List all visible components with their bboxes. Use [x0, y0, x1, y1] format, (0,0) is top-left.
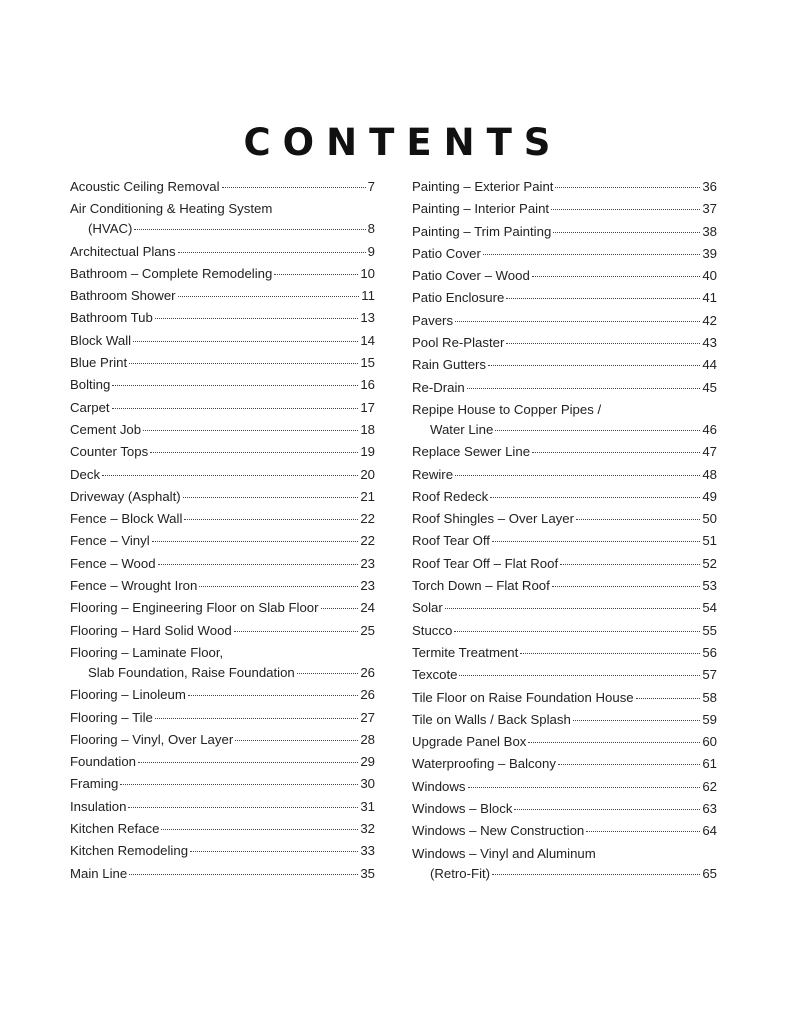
toc-entry[interactable] — [412, 311, 717, 331]
toc-page-number: 46 — [702, 421, 717, 437]
dot-leader — [128, 807, 358, 808]
toc-entry-title: Patio Enclosure — [412, 290, 505, 306]
toc-entry-title: Pool Re-Plaster — [412, 335, 505, 351]
toc-page-number: 41 — [702, 290, 717, 306]
toc-entry[interactable] — [412, 487, 717, 507]
dot-leader — [495, 430, 700, 431]
dot-leader — [190, 851, 358, 852]
toc-entry-title: (Retro-Fit) — [430, 865, 491, 881]
toc-entry-title: Kitchen Remodeling — [70, 843, 189, 859]
toc-entry-title: Bolting — [70, 377, 111, 393]
toc-entry-title: Painting – Trim Painting — [412, 223, 552, 239]
dot-leader — [506, 343, 700, 344]
toc-entry-title: Painting – Exterior Paint — [412, 179, 554, 194]
toc-page-number: 55 — [702, 622, 717, 638]
toc-page-number: 52 — [702, 555, 717, 571]
dot-leader — [129, 874, 358, 875]
toc-page-number: 9 — [367, 243, 375, 259]
toc-entry-title: Re-Drain — [412, 379, 465, 395]
toc-entry[interactable] — [70, 398, 375, 418]
toc-entry-title: Texcote — [412, 667, 458, 683]
toc-column-right — [412, 177, 717, 886]
toc-entry[interactable] — [412, 355, 717, 375]
dot-leader — [483, 254, 700, 255]
dot-leader — [152, 541, 359, 542]
toc-page-number: 59 — [702, 711, 717, 727]
toc-page-number: 8 — [367, 221, 375, 237]
toc-entry[interactable] — [412, 598, 717, 618]
toc-entry-title: Tile Floor on Raise Foundation House — [412, 689, 634, 705]
toc-entry-title: Cement Job — [70, 421, 142, 437]
toc-page-number: 40 — [702, 268, 717, 284]
toc-page-number: 18 — [360, 421, 375, 437]
toc-entry-title: Stucco — [412, 622, 453, 638]
toc-entry-title: Carpet — [70, 399, 110, 415]
toc-entry[interactable] — [412, 844, 717, 884]
toc-entry[interactable] — [70, 442, 375, 462]
toc-page-number: 15 — [360, 355, 375, 371]
toc-entry[interactable] — [70, 465, 375, 485]
toc-page-number: 28 — [360, 731, 375, 747]
toc-entry-title: Waterproofing – Balcony — [412, 756, 556, 772]
toc-entry-title: Termite Treatment — [412, 644, 519, 660]
toc-entry[interactable] — [412, 688, 717, 708]
toc-page-number: 54 — [702, 600, 717, 616]
toc-entry-title: Fence – Wrought Iron — [70, 578, 198, 594]
toc-page-number: 35 — [360, 865, 375, 881]
toc-entry-title: Kitchen Reface — [70, 821, 160, 837]
dot-leader — [133, 341, 358, 342]
toc-entry-title: Windows — [412, 778, 466, 794]
toc-entry-title: Rain Gutters — [412, 357, 487, 373]
toc-page-number: 65 — [702, 865, 717, 881]
dot-leader — [155, 718, 359, 719]
toc-entry[interactable] — [70, 264, 375, 284]
toc-entry[interactable] — [412, 732, 717, 752]
toc-page-number: 24 — [360, 600, 375, 616]
dot-leader — [520, 653, 700, 654]
toc-page-number: 7 — [367, 179, 375, 194]
toc-entry-title: Flooring – Vinyl, Over Layer — [70, 731, 234, 747]
toc-entry[interactable] — [412, 643, 717, 663]
toc-entry[interactable] — [412, 333, 717, 353]
dot-leader — [112, 385, 358, 386]
toc-entry-title: Insulation — [70, 798, 127, 814]
dot-leader — [150, 452, 358, 453]
dot-leader — [553, 232, 700, 233]
toc-page-number: 62 — [702, 778, 717, 794]
dot-leader — [129, 363, 358, 364]
toc-page-number: 11 — [361, 288, 375, 304]
dot-leader — [573, 720, 701, 721]
toc-entry[interactable] — [412, 621, 717, 641]
toc-page-number: 22 — [360, 511, 375, 527]
toc-page-number: 39 — [702, 245, 717, 261]
toc-entry[interactable] — [412, 754, 717, 774]
dot-leader — [178, 252, 366, 253]
dot-leader — [468, 787, 701, 788]
dot-leader — [183, 497, 359, 498]
toc-entry[interactable] — [70, 487, 375, 507]
toc-page-number: 33 — [360, 843, 375, 859]
toc-entry[interactable] — [412, 199, 717, 219]
toc-entry[interactable] — [70, 864, 375, 884]
toc-entry[interactable] — [70, 598, 375, 618]
toc-page-number: 49 — [702, 488, 717, 504]
toc-entry[interactable] — [70, 420, 375, 440]
toc-page-number: 36 — [702, 179, 717, 194]
dot-leader — [184, 519, 358, 520]
toc-page-number: 10 — [360, 265, 375, 281]
toc-entry-title: Solar — [412, 600, 443, 616]
toc-entry-title: Deck — [70, 466, 101, 482]
toc-entry[interactable] — [412, 244, 717, 264]
toc-page-number: 56 — [702, 644, 717, 660]
toc-entry[interactable] — [412, 531, 717, 551]
toc-page-number: 17 — [360, 399, 375, 415]
toc-entry-title: Windows – Vinyl and Aluminum — [412, 845, 596, 861]
toc-entry[interactable] — [412, 266, 717, 286]
dot-leader — [234, 631, 359, 632]
toc-entry-title: Windows – Block — [412, 801, 513, 817]
dot-leader — [188, 695, 359, 696]
dot-leader — [560, 564, 700, 565]
toc-page-number: 61 — [702, 756, 717, 772]
toc-page-number: 58 — [702, 689, 717, 705]
dot-leader — [467, 388, 701, 389]
toc-entry-title: (HVAC) — [88, 221, 133, 237]
toc-page-number: 32 — [360, 821, 375, 837]
toc-page-number: 57 — [702, 667, 717, 683]
toc-entry-title: Air Conditioning & Heating System — [70, 201, 273, 217]
toc-entry[interactable] — [70, 841, 375, 861]
toc-entry[interactable] — [412, 799, 717, 819]
dot-leader — [492, 874, 700, 875]
toc-page-number: 43 — [702, 335, 717, 351]
dot-leader — [274, 274, 358, 275]
toc-entry[interactable] — [70, 353, 375, 373]
dot-leader — [134, 229, 365, 230]
dot-leader — [576, 519, 700, 520]
toc-entry[interactable] — [70, 730, 375, 750]
toc-page-number: 38 — [702, 223, 717, 239]
dot-leader — [528, 742, 700, 743]
toc-page-number: 19 — [360, 444, 375, 460]
toc-entry-title: Slab Foundation, Raise Foundation — [88, 664, 295, 680]
toc-entry[interactable] — [70, 643, 375, 683]
toc-entry[interactable] — [412, 442, 717, 462]
toc-entry-title: Main Line — [70, 865, 128, 881]
dot-leader — [102, 475, 358, 476]
toc-entry-title: Foundation — [70, 754, 136, 770]
toc-entry[interactable] — [412, 777, 717, 797]
toc-entry[interactable] — [412, 378, 717, 398]
toc-page-number: 63 — [702, 801, 717, 817]
dot-leader — [555, 187, 700, 188]
toc-entry-title: Blue Print — [70, 355, 128, 371]
dot-leader — [454, 631, 700, 632]
dot-leader — [445, 608, 701, 609]
toc-entry-title: Upgrade Panel Box — [412, 734, 527, 750]
toc-column-left — [70, 177, 375, 886]
toc-page-number: 48 — [702, 466, 717, 482]
toc-entry[interactable] — [70, 797, 375, 817]
toc-entry[interactable] — [412, 509, 717, 529]
toc-entry-title: Patio Cover – Wood — [412, 268, 530, 284]
toc-entry[interactable] — [412, 288, 717, 308]
toc-entry-title: Fence – Vinyl — [70, 533, 150, 549]
toc-entry[interactable] — [70, 685, 375, 705]
toc-page-number: 50 — [702, 511, 717, 527]
toc-entry[interactable] — [70, 509, 375, 529]
toc-entry[interactable] — [70, 774, 375, 794]
toc-page-number: 22 — [360, 533, 375, 549]
dot-leader — [558, 764, 700, 765]
toc-entry-title: Framing — [70, 776, 119, 792]
toc-entry-title: Torch Down – Flat Roof — [412, 578, 550, 594]
dot-leader — [297, 673, 359, 674]
dot-leader — [455, 475, 700, 476]
toc-entry-title: Flooring – Engineering Floor on Slab Floor — [70, 600, 319, 616]
toc-page-number: 60 — [702, 734, 717, 750]
dot-leader — [552, 586, 701, 587]
toc-entry-title: Windows – New Construction — [412, 823, 585, 839]
toc-entry[interactable] — [412, 177, 717, 197]
toc-entry[interactable] — [70, 199, 375, 239]
toc-entry[interactable] — [70, 554, 375, 574]
toc-page-number: 16 — [360, 377, 375, 393]
toc-page-number: 64 — [702, 823, 717, 839]
toc-entry-title: Pavers — [412, 312, 454, 328]
toc-entry-title: Tile on Walls / Back Splash — [412, 711, 571, 727]
toc-entry[interactable] — [70, 242, 375, 262]
toc-entry[interactable] — [70, 375, 375, 395]
toc-entry[interactable] — [70, 752, 375, 772]
dot-leader — [235, 740, 358, 741]
toc-entry-title: Roof Redeck — [412, 488, 489, 504]
toc-entry-title: Counter Tops — [70, 444, 149, 460]
dot-leader — [490, 497, 700, 498]
toc-page-number: 51 — [702, 533, 717, 549]
toc-entry-title: Roof Shingles – Over Layer — [412, 511, 574, 527]
toc-entry[interactable] — [412, 554, 717, 574]
toc-page-number: 53 — [702, 578, 717, 594]
dot-leader — [532, 276, 701, 277]
toc-entry-title: Flooring – Tile — [70, 709, 153, 725]
toc-entry[interactable] — [70, 621, 375, 641]
toc-page-number: 31 — [360, 798, 375, 814]
toc-entry-title: Roof Tear Off — [412, 533, 490, 549]
toc-entry[interactable] — [70, 286, 375, 306]
toc-entry[interactable] — [70, 331, 375, 351]
page-title: CONTENTS — [243, 120, 563, 164]
toc-entry[interactable] — [70, 308, 375, 328]
dot-leader — [178, 296, 360, 297]
toc-entry[interactable] — [70, 576, 375, 596]
dot-leader — [551, 209, 700, 210]
toc-page-number: 26 — [360, 687, 375, 703]
toc-page-number: 29 — [360, 754, 375, 770]
toc-entry-title: Painting – Interior Paint — [412, 201, 550, 217]
toc-page-number: 37 — [702, 201, 717, 217]
dot-leader — [161, 829, 358, 830]
toc-entry[interactable] — [70, 531, 375, 551]
toc-entry-title: Patio Cover — [412, 245, 481, 261]
toc-page-number: 25 — [360, 622, 375, 638]
dot-leader — [636, 698, 701, 699]
toc-entry-title: Replace Sewer Line — [412, 444, 531, 460]
toc-entry-title: Rewire — [412, 466, 454, 482]
dot-leader — [321, 608, 359, 609]
toc-entry-title: Repipe House to Copper Pipes / — [412, 401, 602, 417]
dot-leader — [143, 430, 358, 431]
dot-leader — [514, 809, 700, 810]
toc-entry-title: Acoustic Ceiling Removal — [70, 179, 220, 194]
dot-leader — [459, 675, 700, 676]
toc-entry[interactable] — [412, 821, 717, 841]
toc-page-number: 44 — [702, 357, 717, 373]
toc-entry-title: Bathroom Shower — [70, 288, 176, 304]
toc-entry-title: Flooring – Hard Solid Wood — [70, 622, 232, 638]
toc-entry-title: Driveway (Asphalt) — [70, 488, 181, 504]
dot-leader — [455, 321, 700, 322]
toc-entry-title: Bathroom Tub — [70, 310, 153, 326]
toc-entry[interactable] — [412, 665, 717, 685]
toc-entry-title: Water Line — [430, 421, 494, 437]
toc-entry-title: Flooring – Linoleum — [70, 687, 186, 703]
dot-leader — [158, 564, 359, 565]
dot-leader — [222, 187, 366, 188]
toc-entry-title: Fence – Block Wall — [70, 511, 183, 527]
dot-leader — [532, 452, 700, 453]
toc-page-number: 47 — [702, 444, 717, 460]
toc-entry-title: Bathroom – Complete Remodeling — [70, 265, 273, 281]
toc-entry-title: Flooring – Laminate Floor, — [70, 644, 224, 660]
toc-page-number: 45 — [702, 379, 717, 395]
toc-entry-title: Roof Tear Off – Flat Roof — [412, 555, 559, 571]
toc-entry-title: Block Wall — [70, 332, 132, 348]
dot-leader — [488, 365, 700, 366]
dot-leader — [155, 318, 358, 319]
toc-entry[interactable] — [412, 222, 717, 242]
toc-entry-title: Architectual Plans — [70, 243, 176, 259]
toc-page-number: 23 — [360, 578, 375, 594]
toc-page-number: 27 — [360, 709, 375, 725]
toc-entry-title: Fence – Wood — [70, 555, 156, 571]
toc-page-number: 23 — [360, 555, 375, 571]
dot-leader — [492, 541, 700, 542]
toc-page-number: 26 — [360, 664, 375, 680]
dot-leader — [586, 831, 700, 832]
toc-page-number: 13 — [360, 310, 375, 326]
toc-page-number: 30 — [360, 776, 375, 792]
toc-entry[interactable] — [412, 710, 717, 730]
toc-entry[interactable] — [412, 400, 717, 440]
toc-page-number: 20 — [360, 466, 375, 482]
toc-entry[interactable] — [412, 576, 717, 596]
toc-page-number: 14 — [360, 332, 375, 348]
toc-page-number: 21 — [360, 488, 375, 504]
toc-page-number: 42 — [702, 312, 717, 328]
dot-leader — [199, 586, 358, 587]
dot-leader — [112, 408, 359, 409]
toc-entry[interactable] — [70, 177, 375, 197]
toc-entry[interactable] — [70, 708, 375, 728]
toc-entry[interactable] — [70, 819, 375, 839]
dot-leader — [138, 762, 358, 763]
toc-entry[interactable] — [412, 465, 717, 485]
dot-leader — [120, 784, 358, 785]
dot-leader — [506, 298, 700, 299]
